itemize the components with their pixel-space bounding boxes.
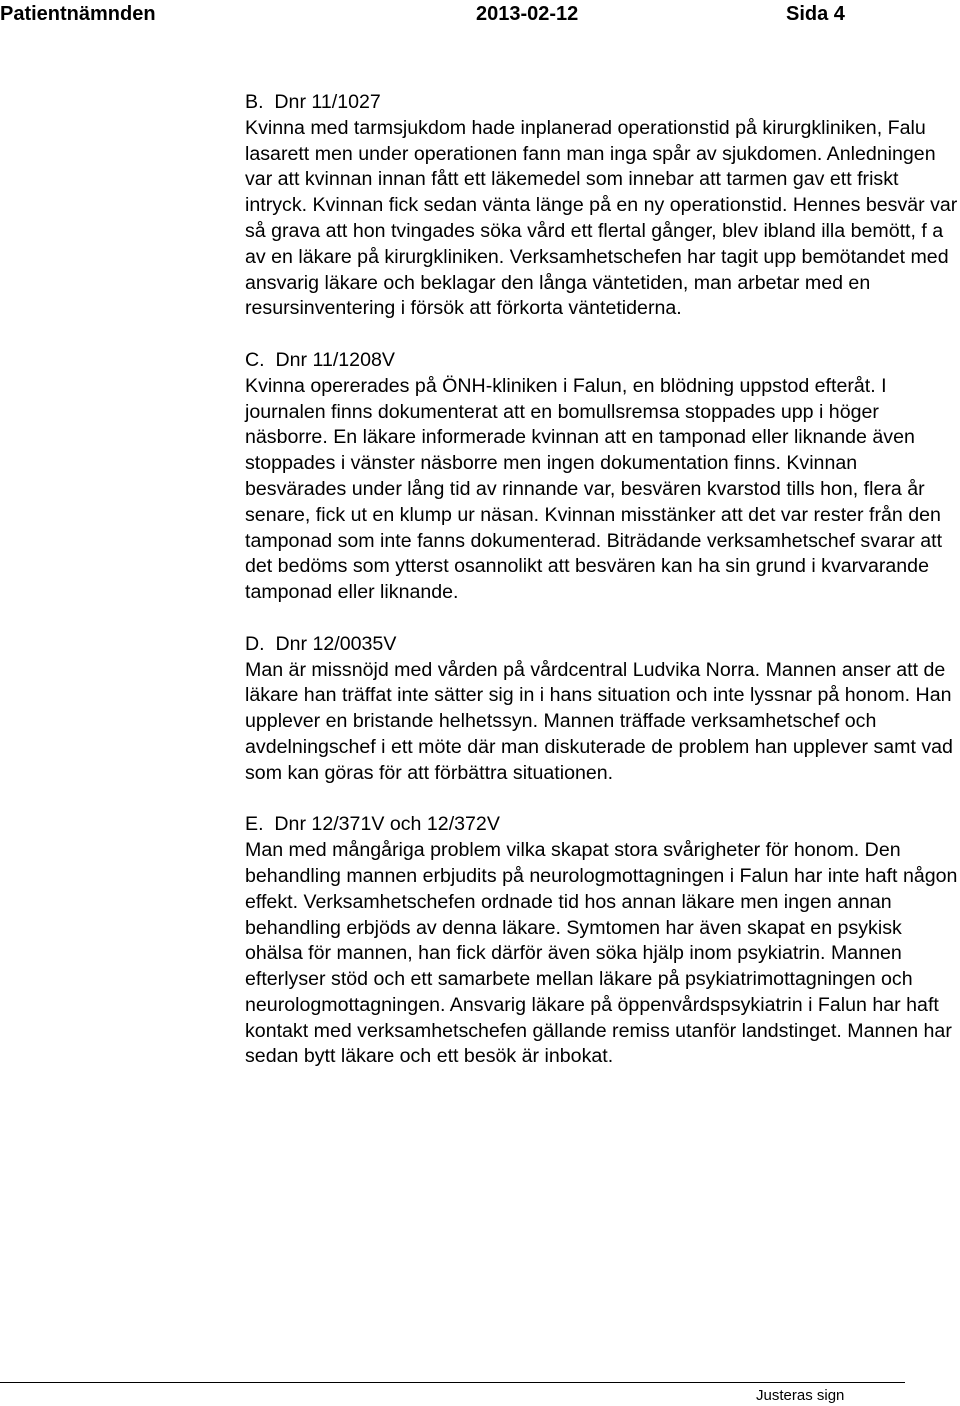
case-letter: D. <box>245 632 265 655</box>
case-text: Kvinna opererades på ÖNH-kliniken i Falun, en blödning uppstod efteråt. I journalen finns dokumenterat att en bomullsremsa stoppades upp i höger näsborre. En läkare informerade kvinnan att en tamponad eller liknande även stoppades i vänster näsborre men ingen dokumentation finns. Kvinnan besvärades under lång tid av rinnande var, besvären kvarstod tills hon, flera år senare, fick ut en klump ur näsan. Kvinnan misstänker att det var rester från den tamponad som inte fanns dokumenterad. Biträdande verksamhetschef svarar att det bedöms som ytterst osannolikt att besvären kan ha sin grund i kvarvarande tamponad eller liknande. <box>245 374 943 604</box>
case-letter: C. <box>245 348 265 371</box>
signature-label: Justeras sign <box>756 1387 845 1404</box>
case-heading <box>245 632 960 658</box>
case-dnr: Dnr 12/371V och 12/372V <box>274 813 500 836</box>
case-item-d <box>245 632 960 787</box>
header-date: 2013-02-12 <box>476 3 579 25</box>
case-text: Man med mångåriga problem vilka skapat stora svårigheter för honom. Den behandling mannen erbjudits på neurologmottagningen i Falun har inte haft någon effekt. Verksamhetschefen ordnade tid hos annan läkare men ingen annan behandling erbjöds av denna läkare. Symtomen har även skapat en psykisk ohälsa för mannen, han fick därför även söka hjälp inom psykiatrin. Mannen efterlyser stöd och ett samarbete mellan läkare på psykiatrimottagningen och neurologmottagningen. Ansvarig läkare på öppenvårdspsykiatrin i Falun har haft kontakt med verksamhetschefen gällande remiss utanför landstinget. Mannen har sedan bytt läkare och ett besök är inbokat. <box>245 839 958 1068</box>
header-organization: Patientnämnden <box>0 3 156 25</box>
header-page-number: Sida 4 <box>786 3 845 25</box>
signature-line <box>0 1382 905 1383</box>
case-letter: E. <box>245 813 264 836</box>
page-header <box>0 0 960 28</box>
case-text: Man är missnöjd med vården på vårdcentral Ludvika Norra. Mannen anser att de läkare han träffat inte sätter sig in i hans situation och inte lyssnar på honom. Han upplever en bristande helhetssyn. Mannen träffade verksamhetschef och avdelningschef i ett möte där man diskuterade de problem han upplever samt vad som kan göras för att förbättra situationen. <box>245 658 953 784</box>
case-heading <box>245 812 960 838</box>
case-item-e <box>245 812 960 1070</box>
case-dnr: Dnr 11/1208V <box>275 348 395 371</box>
case-item-c <box>245 348 960 606</box>
case-dnr: Dnr 12/0035V <box>275 632 397 655</box>
case-text: Kvinna med tarmsjukdom hade inplanerad operationstid på kirurgkliniken, Falu lasarett men under operationen fann man inga spår av sjukdomen. Anledningen var att kvinnan innan fått ett läkemedel som innebar att tarmen gav ett friskt intryck. Kvinnan fick sedan vänta länge på en ny operationstid. Hennes besvär var så grava att hon tvingades söka vård ett flertal gånger, blev ibland illa bemött, f a av en läkare på kirurgkliniken. Verksamhetschefen har tagit upp bemötandet med ansvarig läkare och beklagar den långa väntetiden, man arbetar med en resursinventering i försök att förkorta väntetiderna. <box>245 116 958 320</box>
case-letter: B. <box>245 91 264 113</box>
case-dnr: Dnr 11/1027 <box>274 91 381 113</box>
case-heading <box>245 348 960 374</box>
document-body <box>245 90 960 1070</box>
case-heading <box>245 90 960 116</box>
case-item-b <box>245 90 960 322</box>
